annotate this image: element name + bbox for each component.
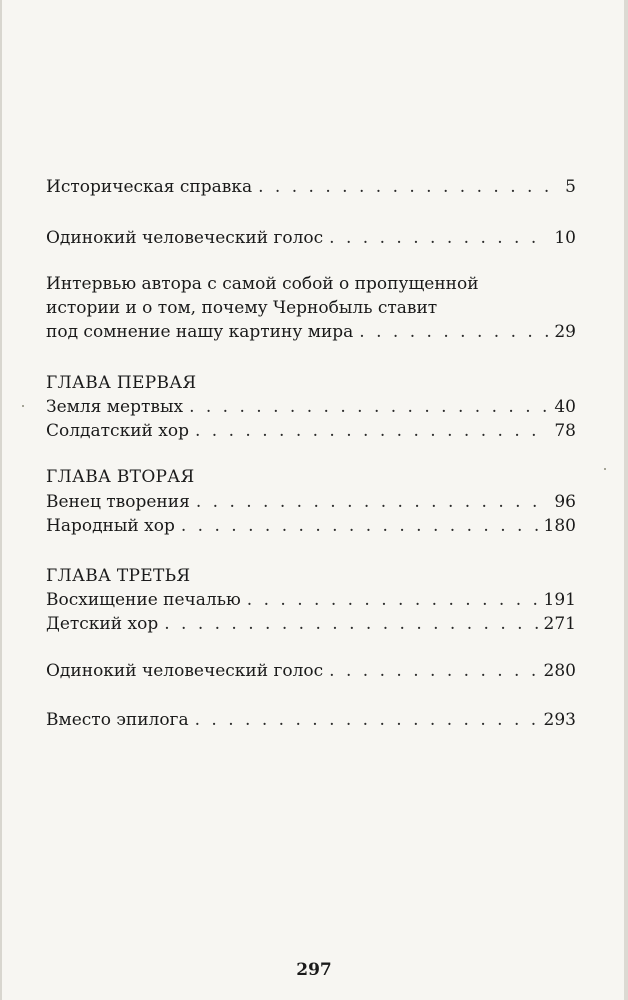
toc-entry-title: Земля мертвых: [46, 397, 184, 417]
toc-entry-title: Солдатский хор: [46, 421, 189, 441]
toc-entry-chapter2-item: [46, 491, 576, 513]
toc-entry-title: Венец творения: [46, 492, 190, 512]
toc-entry-historical: [46, 176, 576, 198]
dot-leader: [329, 227, 548, 249]
toc-entry-title: Одинокий человеческий голос: [46, 661, 324, 681]
toc-entry-title: под сомнение нашу картину мира: [46, 322, 354, 342]
toc-entry-page: 40: [554, 397, 576, 417]
chapter-heading-1: ГЛАВА ПЕРВАЯ: [46, 373, 197, 393]
dot-leader: [196, 491, 549, 513]
toc-entry-page: 191: [543, 590, 576, 610]
dot-leader: [359, 321, 548, 343]
page-number: 297: [296, 960, 332, 980]
dot-leader: [195, 420, 548, 442]
toc-entry-chapter3-item: [46, 589, 576, 611]
dot-leader: [189, 396, 548, 418]
toc-entry-title: Детский хор: [46, 614, 159, 634]
toc-entry-voice-2: [46, 660, 576, 682]
dot-leader: [164, 613, 537, 635]
toc-entry-title: Вместо эпилога: [46, 710, 189, 730]
toc-entry-title: Народный хор: [46, 516, 175, 536]
toc-entry-title: Одинокий человеческий голос: [46, 228, 324, 248]
toc-entry-chapter1-item: [46, 420, 576, 442]
toc-entry-page: 180: [543, 516, 576, 536]
dot-leader: [195, 709, 538, 731]
toc-entry-interview: [46, 321, 576, 343]
toc-entry-epilogue: [46, 709, 576, 731]
dot-leader: [258, 176, 559, 198]
toc-entry-page: 271: [543, 614, 576, 634]
page-edge-right: [624, 0, 628, 1000]
toc-entry-page: 293: [543, 710, 576, 730]
toc-entry-title: Историческая справка: [46, 177, 253, 197]
toc-entry-page: 29: [554, 322, 576, 342]
toc-entry-page: 280: [543, 661, 576, 681]
toc-entry-chapter1-item: [46, 396, 576, 418]
dot-leader: [247, 589, 538, 611]
toc-entry-page: 5: [565, 177, 576, 197]
dot-leader: [329, 660, 537, 682]
chapter-heading-3: ГЛАВА ТРЕТЬЯ: [46, 566, 191, 586]
toc-entry-page: 10: [554, 228, 576, 248]
toc-entry-interview-line-1: Интервью автора с самой собой о пропущенной: [46, 274, 479, 294]
toc-entry-title: Восхищение печалью: [46, 590, 241, 610]
toc-entry-voice-1: [46, 227, 576, 249]
page-edge-left: [0, 0, 2, 1000]
toc-entry-chapter2-item: [46, 515, 576, 537]
chapter-heading-2: ГЛАВА ВТОРАЯ: [46, 467, 195, 487]
scan-speck: [604, 468, 606, 470]
toc-entry-page: 96: [554, 492, 576, 512]
toc-entry-page: 78: [554, 421, 576, 441]
dot-leader: [181, 515, 538, 537]
scan-speck: [22, 405, 24, 407]
toc-entry-chapter3-item: [46, 613, 576, 635]
toc-entry-interview-line-2: истории и о том, почему Чернобыль ставит: [46, 298, 438, 318]
